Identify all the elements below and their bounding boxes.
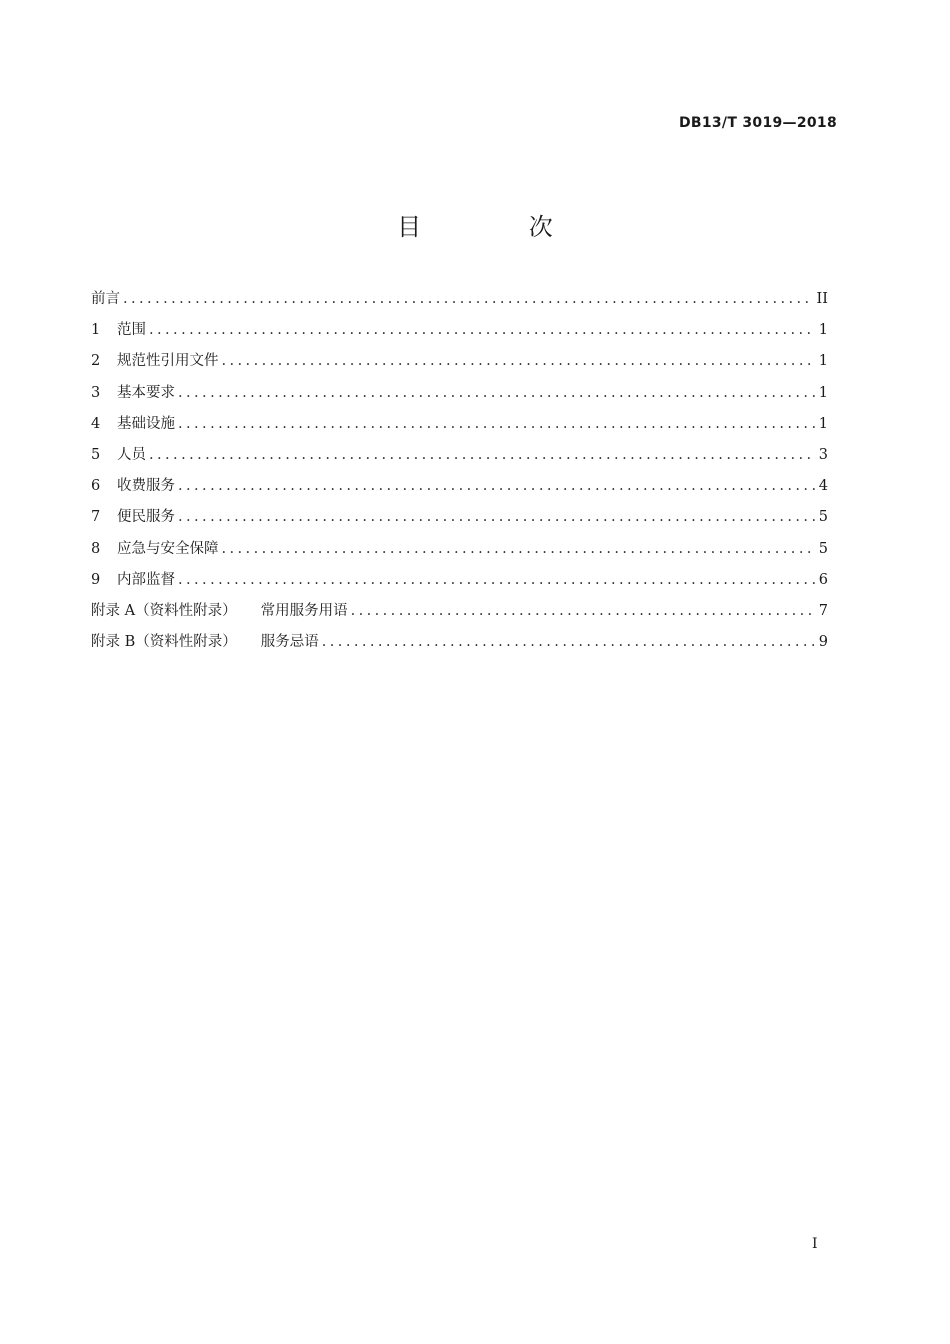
toc-entry[interactable] — [91, 474, 828, 505]
page-number: I — [812, 1236, 818, 1252]
toc-entry-title: 便民服务 — [117, 509, 175, 526]
toc-entry-title: 服务忌语 — [260, 634, 319, 651]
toc-dot-leader — [178, 572, 816, 588]
toc-entry-number: 7 — [91, 509, 101, 526]
toc-entry-number: 2 — [91, 353, 101, 370]
toc-dot-leader — [351, 603, 816, 619]
toc-entry[interactable] — [91, 349, 828, 380]
toc-entry-number: 5 — [91, 446, 101, 463]
toc-entry[interactable] — [91, 287, 828, 318]
toc-entry[interactable] — [91, 318, 828, 349]
toc-entry-number: 3 — [91, 384, 101, 401]
toc-entry-title: 内部监督 — [117, 571, 175, 588]
toc-dot-leader — [178, 416, 816, 432]
table-of-contents — [91, 287, 828, 661]
toc-entry-page: 3 — [818, 446, 828, 463]
toc-entry-number: 9 — [91, 571, 101, 588]
toc-dot-leader — [222, 353, 816, 369]
toc-title: 目 次 — [397, 213, 603, 241]
toc-entry-title: 范围 — [117, 322, 146, 339]
toc-entry-title: 应急与安全保障 — [117, 540, 219, 557]
toc-entry[interactable] — [91, 599, 828, 630]
toc-entry-page: 6 — [818, 571, 828, 588]
toc-entry-page: 1 — [818, 415, 828, 432]
toc-dot-leader — [123, 291, 814, 307]
toc-dot-leader — [178, 509, 816, 525]
toc-entry-title: 人员 — [117, 446, 146, 463]
toc-entry-page: 5 — [818, 540, 828, 557]
toc-entry-appendix-prefix: 附录 B（资料性附录） — [91, 634, 237, 651]
toc-entry-title: 基础设施 — [117, 415, 175, 432]
toc-entry[interactable] — [91, 537, 828, 568]
toc-dot-leader — [178, 385, 816, 401]
toc-entry[interactable] — [91, 568, 828, 599]
toc-entry-appendix-prefix: 附录 A（资料性附录） — [91, 602, 237, 619]
toc-entry-number: 4 — [91, 415, 101, 432]
toc-entry[interactable] — [91, 381, 828, 412]
toc-entry-page: 5 — [818, 509, 828, 526]
toc-entry-page: 4 — [818, 478, 828, 495]
toc-dot-leader — [322, 634, 816, 650]
toc-entry[interactable] — [91, 443, 828, 474]
toc-entry-title: 规范性引用文件 — [117, 353, 219, 370]
toc-entry[interactable] — [91, 412, 828, 443]
toc-entry-page: 7 — [818, 602, 828, 619]
toc-entry-title: 收费服务 — [117, 478, 175, 495]
toc-dot-leader — [178, 478, 816, 494]
toc-entry-title: 常用服务用语 — [260, 602, 348, 619]
toc-dot-leader — [149, 322, 816, 338]
toc-entry[interactable] — [91, 505, 828, 536]
document-code: DB13/T 3019—2018 — [678, 115, 837, 131]
toc-entry-number: 8 — [91, 540, 101, 557]
toc-entry-page: 1 — [818, 384, 828, 401]
toc-entry[interactable] — [91, 630, 828, 661]
toc-entry-page: 1 — [818, 322, 828, 339]
toc-entry-number: 6 — [91, 478, 101, 495]
toc-entry-page: II — [816, 291, 828, 307]
toc-entry-page: 9 — [818, 634, 828, 651]
toc-entry-title: 前言 — [91, 291, 120, 307]
toc-entry-page: 1 — [818, 353, 828, 370]
toc-dot-leader — [149, 447, 816, 463]
toc-entry-title: 基本要求 — [117, 384, 175, 401]
toc-entry-number: 1 — [91, 322, 101, 339]
toc-dot-leader — [222, 541, 816, 557]
